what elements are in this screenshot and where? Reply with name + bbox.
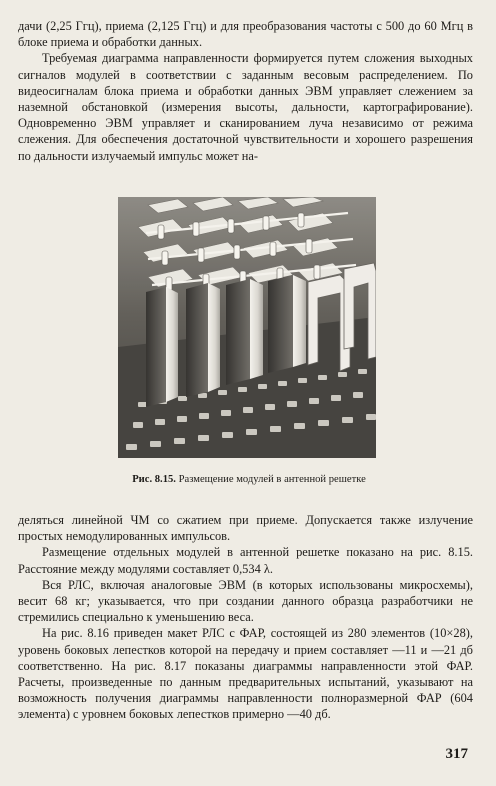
bottom-text-block bbox=[18, 512, 473, 723]
paragraph: деляться линейной ЧМ со сжатием при приеме. Допускается также излучение простых немодулированных импульсов. bbox=[18, 513, 473, 544]
top-text-block bbox=[18, 18, 473, 164]
figure-label: Рис. 8.15. bbox=[132, 474, 176, 485]
paragraph: дачи (2,25 Ггц), приема (2,125 Ггц) и для преобразования частоты с 500 до 60 Мгц в блоке приема и обработки данных. bbox=[18, 19, 473, 50]
page-number: 317 bbox=[445, 746, 468, 762]
figure-caption-text: Размещение модулей в антенной решетке bbox=[178, 474, 366, 485]
antenna-modules-illustration bbox=[118, 197, 376, 458]
antenna-array-photo bbox=[118, 197, 376, 458]
figure-caption bbox=[90, 473, 408, 486]
paragraph: Размещение отдельных модулей в антенной решетке показано на рис. 8.15. Расстояние между модулями составляет 0,534 λ. bbox=[18, 545, 473, 576]
paragraph: Требуемая диаграмма направленности формируется путем сложения выходных сигналов модулей в соответствии с заданным весовым распределением. По видеосигналам блока приема и обработки данных ЭВМ управляет слежением за наземной обстановкой (измерения высоты, дальности, картографирование). Одновременно ЭВМ управляет и сканированием луча независимо от режима слежения. Для обеспечения достаточной чувствительности и хорошего разрешения по дальности излучаемый импульс может на- bbox=[18, 51, 473, 163]
paragraph: Вся РЛС, включая аналоговые ЭВМ (в которых использованы микросхемы), весит 68 кг; указывается, что при создании данного образца разработчики не стремились специально к уменьшению веса. bbox=[18, 577, 473, 625]
paragraph: На рис. 8.16 приведен макет РЛС с ФАР, состоящей из 280 элементов (10×28), уровень боковых лепестков которой на передачу и прием составляет —11 и —21 дб соответственно. На рис. 8.17 показаны диаграммы направленности этой ФАР. Расчеты, произведенные по данным предварительных испытаний, указывают на возможность получения диаграммы направленности полноразмерной ФАР (604 элемента) с уровнем боковых лепестков примерно —40 дб. bbox=[18, 626, 473, 722]
